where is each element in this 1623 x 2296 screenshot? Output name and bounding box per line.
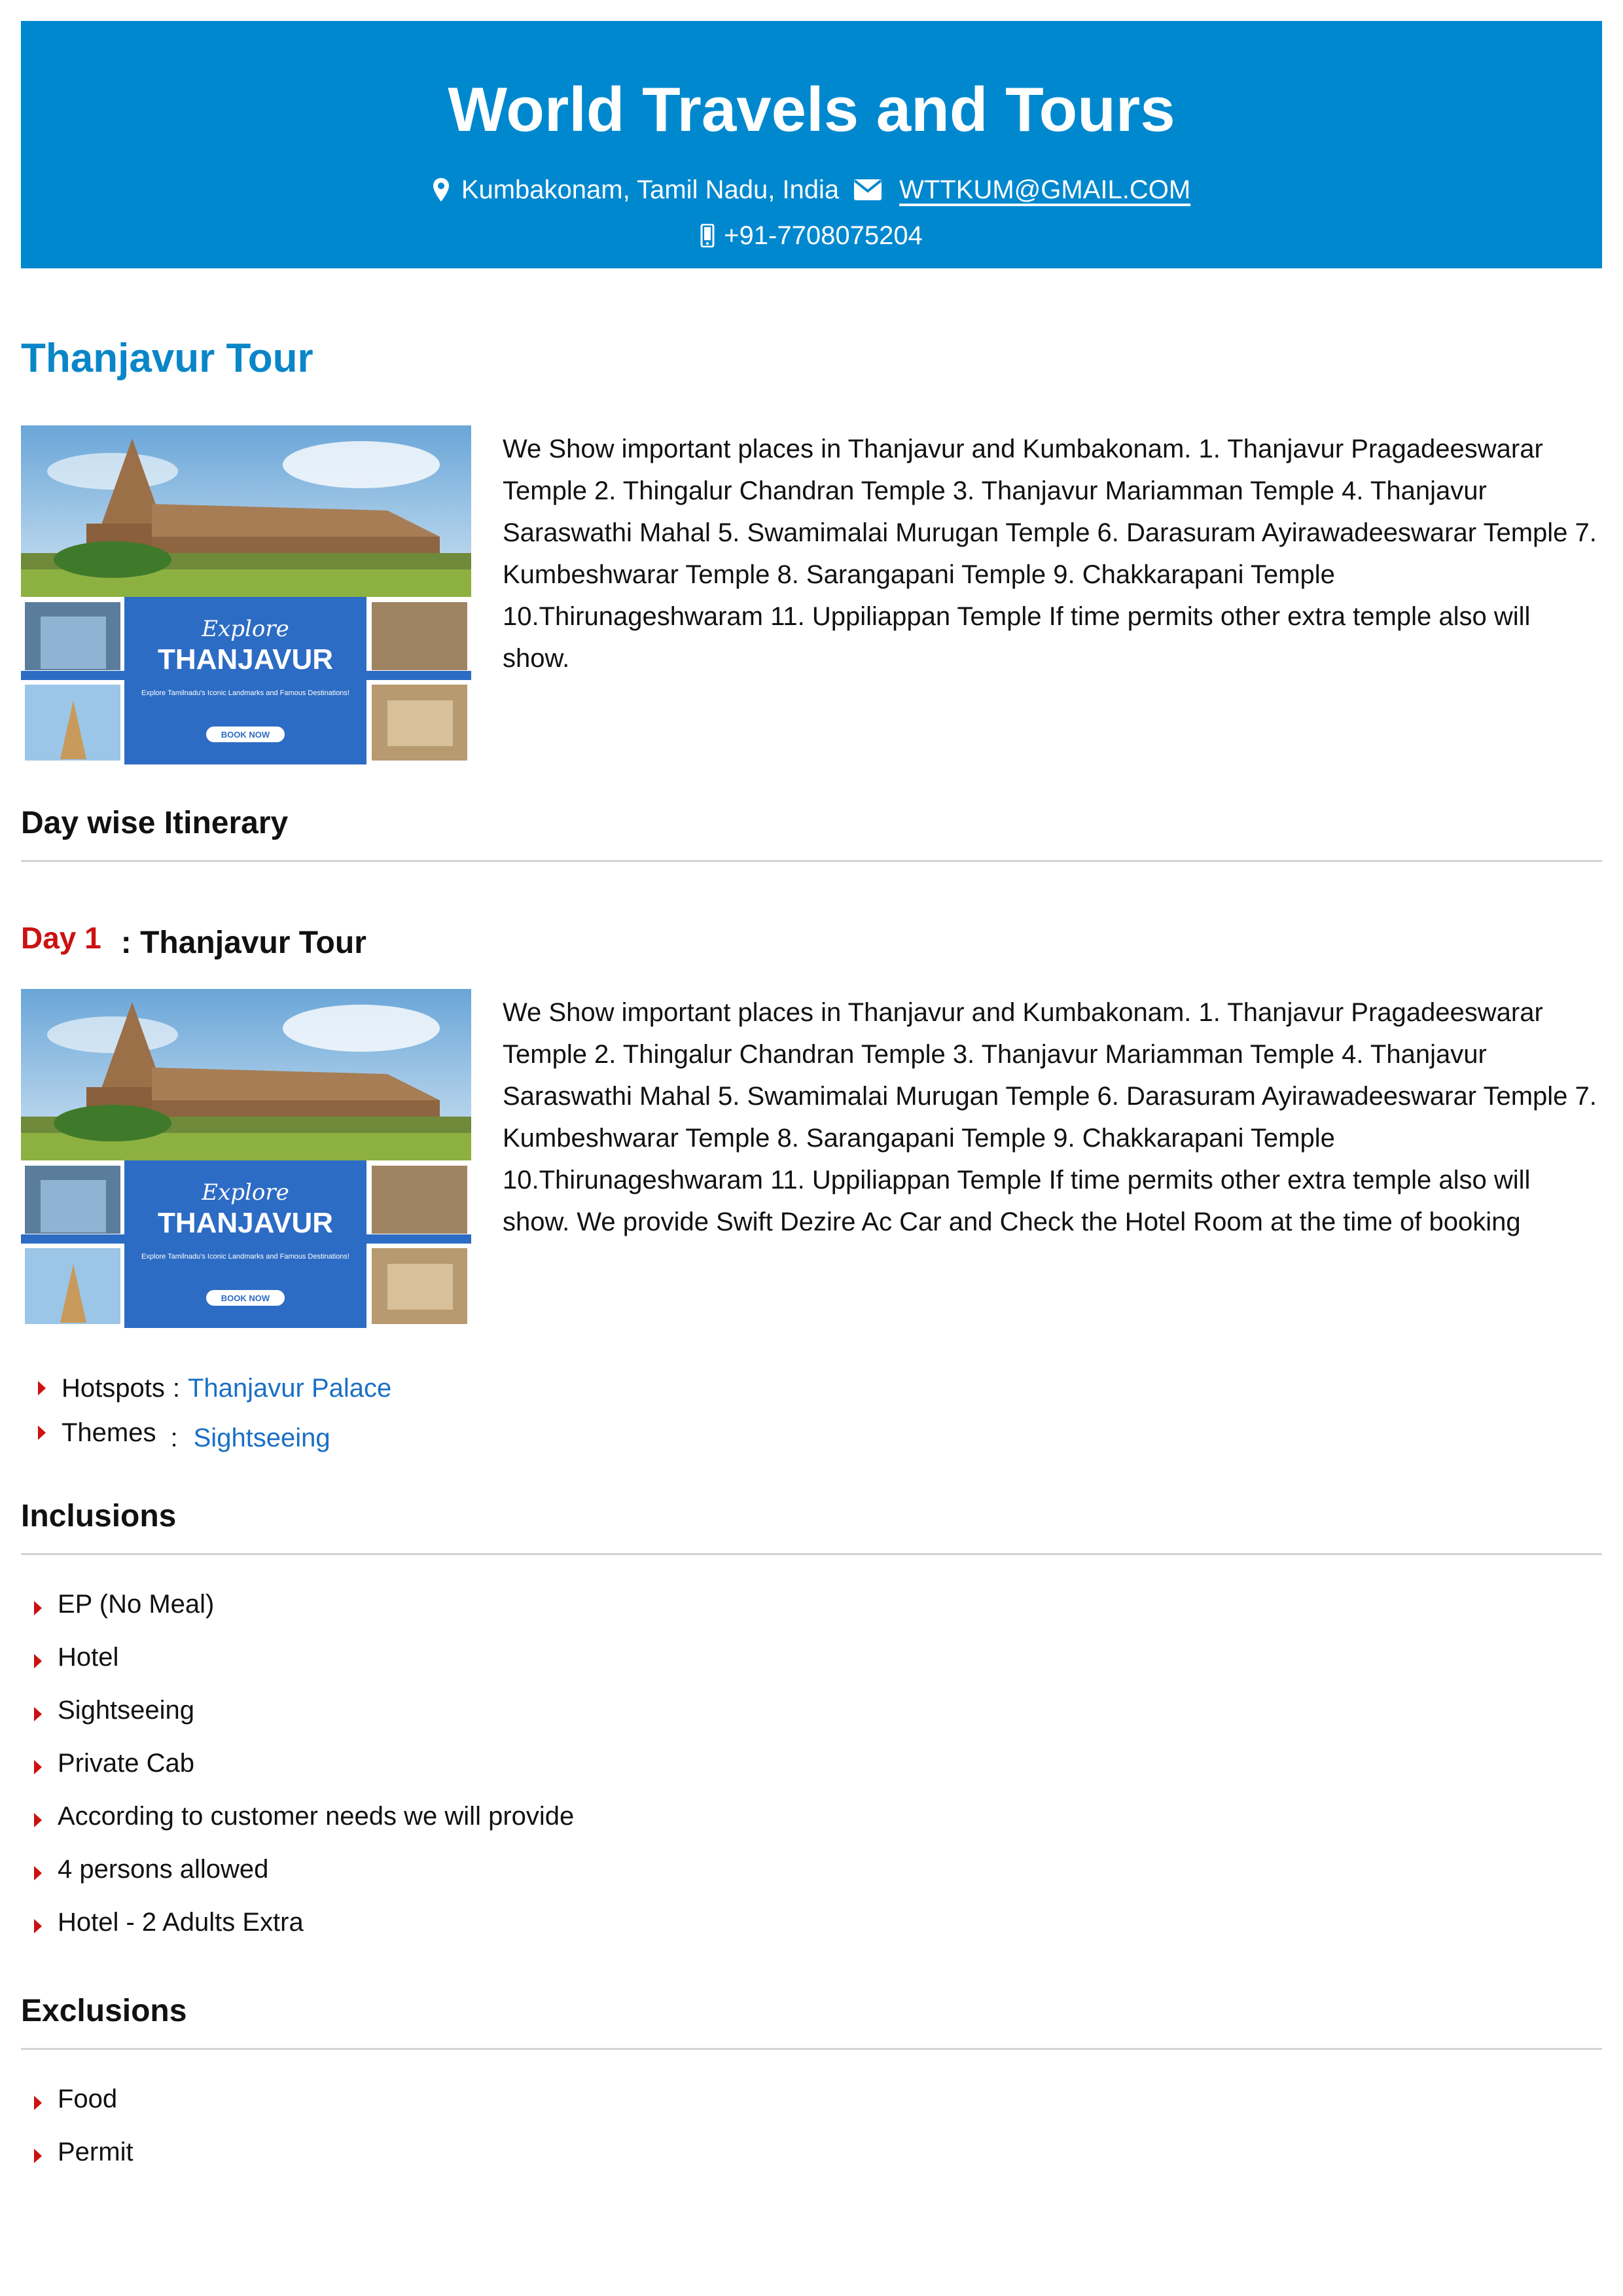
themes-value[interactable]: Sightseeing <box>193 1424 330 1452</box>
tour-image-headline-top: Explore <box>202 616 289 642</box>
tour-image-headline-main: THANJAVUR <box>157 643 334 675</box>
bullet-arrow-icon <box>38 1381 46 1395</box>
list-item: According to customer needs we will provide <box>34 1797 1602 1850</box>
tour-image-tagline: Explore Tamilnadu's Iconic Landmarks and Famous Destinations! <box>141 689 350 697</box>
day-1-title: : Thanjavur Tour <box>120 925 366 960</box>
day-1-label: Day 1 <box>21 921 101 955</box>
themes-label: Themes <box>62 1418 156 1447</box>
contact-row <box>21 171 1602 208</box>
bullet-arrow-icon <box>34 1601 42 1615</box>
exclusions-title: Exclusions <box>21 1994 187 2028</box>
day-1-image-tagline: Explore Tamilnadu's Iconic Landmarks and Famous Destinations! <box>141 1253 350 1261</box>
list-item: Food <box>34 2080 1602 2133</box>
tour-description: We Show important places in Thanjavur and Kumbakonam. 1. Thanjavur Pragadeeswarar Temple 2. Thingalur Chandran Temple 3. Thanjavur Mariamman Temple 4. Thanjavur Saraswathi Mahal 5. Swamimalai Murugan Temple 6. Darasuram Ayirawadeeswarar Temple 7. Kumbeshwarar Temple 8. Sarangapani Temple 9. Chakkarapani Temple 10.Thirunageshwaram 11. Uppiliappan Temple If time permits other extra temple also will show. <box>503 435 1597 673</box>
inclusions-title: Inclusions <box>21 1499 177 1534</box>
bullet-arrow-icon <box>34 1919 42 1933</box>
day-1-image <box>21 989 471 1328</box>
day-1-description: We Show important places in Thanjavur and Kumbakonam. 1. Thanjavur Pragadeeswarar Temple 2. Thingalur Chandran Temple 3. Thanjavur Mariamman Temple 4. Thanjavur Saraswathi Mahal 5. Swamimalai Murugan Temple 6. Darasuram Ayirawadeeswarar Temple 7. Kumbeshwarar Temple 8. Sarangapani Temple 9. Chakkarapani Temple 10.Thirunageshwaram 11. Uppiliappan Temple If time permits other extra temple also will show. We provide Swift Dezire Ac Car and Check the Hotel Room at the time of booking <box>503 998 1597 1236</box>
itinerary-divider <box>21 860 1602 862</box>
email-link[interactable]: WTTKUM@GMAIL.COM <box>899 175 1191 204</box>
tour-image-book-button: BOOK NOW <box>221 730 270 740</box>
bullet-arrow-icon <box>34 1707 42 1721</box>
list-item: Hotel <box>34 1638 1602 1691</box>
list-item: Hotel - 2 Adults Extra <box>34 1903 1602 1956</box>
hotspots-row: Hotspots : Thanjavur Palace <box>38 1367 1602 1409</box>
bullet-arrow-icon <box>34 1866 42 1880</box>
bullet-arrow-icon <box>34 2096 42 2110</box>
list-item: 4 persons allowed <box>34 1850 1602 1903</box>
bullet-arrow-icon <box>38 1426 46 1440</box>
page <box>0 21 1623 2296</box>
envelope-icon <box>853 179 882 201</box>
day-1-image-headline-main: THANJAVUR <box>157 1207 334 1239</box>
day-1-header <box>21 920 1602 960</box>
themes-row: Themes : Sightseeing <box>38 1412 1602 1454</box>
exclusions-divider <box>21 2048 1602 2050</box>
hotspots-value[interactable]: Thanjavur Palace <box>187 1374 392 1403</box>
itinerary-section-title: Day wise Itinerary <box>21 806 289 840</box>
exclusions-list <box>34 2080 1602 2186</box>
brand-name: World Travels and Tours <box>448 75 1175 145</box>
day-1-image-headline-top: Explore <box>202 1179 289 1206</box>
bullet-arrow-icon <box>34 1760 42 1774</box>
inclusions-divider <box>21 1553 1602 1555</box>
location-text: Kumbakonam, Tamil Nadu, India <box>461 175 840 204</box>
bullet-arrow-icon <box>34 1813 42 1827</box>
header-banner <box>21 21 1602 268</box>
tour-image <box>21 425 471 764</box>
bullet-arrow-icon <box>34 1654 42 1668</box>
inclusions-list <box>34 1585 1602 1956</box>
list-item: Private Cab <box>34 1744 1602 1797</box>
phone-text: +91-7708075204 <box>724 221 923 250</box>
list-item: Sightseeing <box>34 1691 1602 1744</box>
hotspots-label: Hotspots <box>62 1374 165 1403</box>
tour-overview <box>21 425 1602 764</box>
day-1-image-book-button: BOOK NOW <box>221 1293 270 1303</box>
phone-row <box>21 217 1602 254</box>
list-item: EP (No Meal) <box>34 1585 1602 1638</box>
list-item: Permit <box>34 2133 1602 2186</box>
map-pin-icon <box>433 177 450 202</box>
day-1-block <box>21 989 1602 1328</box>
mobile-phone-icon <box>700 224 715 247</box>
bullet-arrow-icon <box>34 2149 42 2163</box>
tour-title: Thanjavur Tour <box>21 336 313 381</box>
day-1-meta-list <box>38 1367 1602 1454</box>
